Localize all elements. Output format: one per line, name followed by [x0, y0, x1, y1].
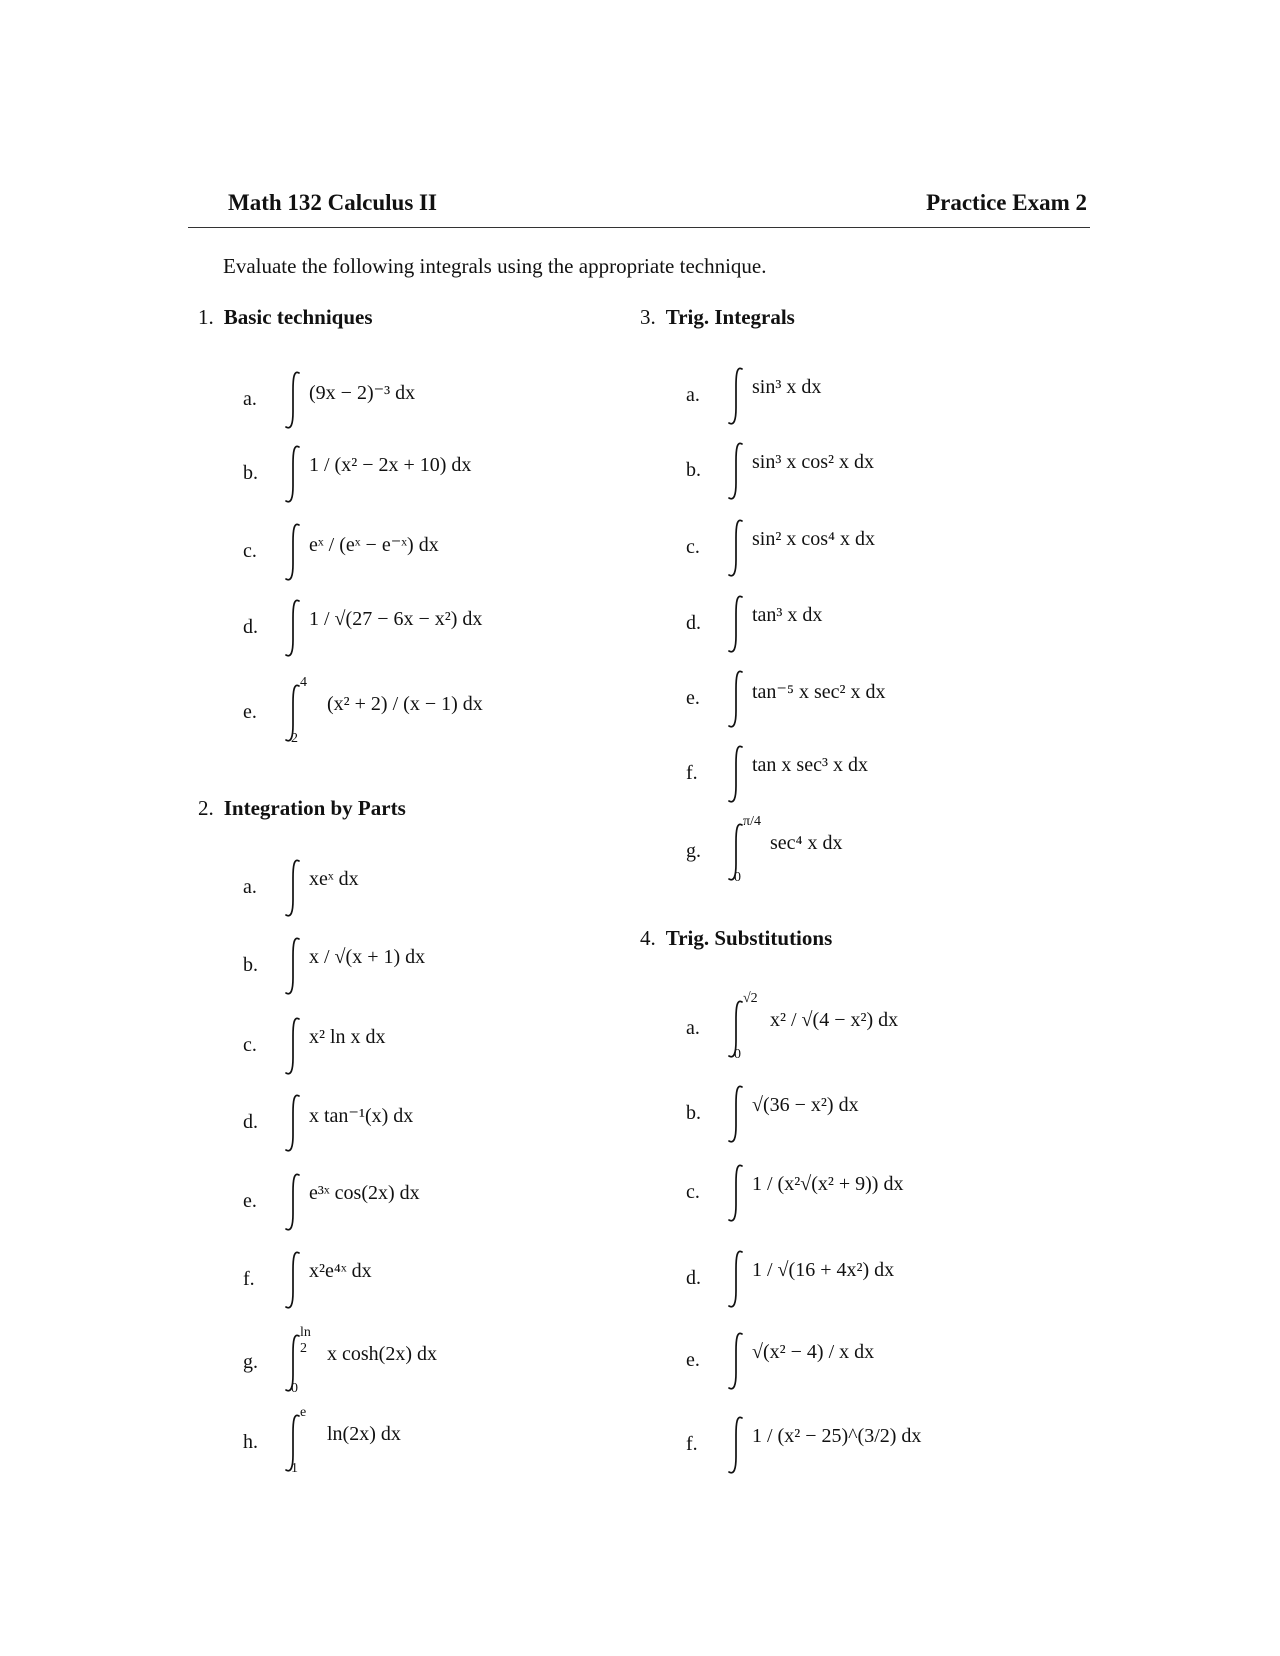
- integral-sign-icon: [283, 522, 303, 582]
- integral-sign-icon: [726, 1084, 746, 1144]
- problem-label: h.: [243, 1431, 258, 1453]
- integrand: (9x − 2)⁻³ dx: [309, 382, 416, 404]
- upper-limit: π/4: [743, 814, 761, 829]
- lower-limit: 0: [734, 870, 741, 885]
- integrand: 1 / √(16 + 4x²) dx: [752, 1259, 895, 1281]
- problem-label: e.: [243, 1190, 257, 1212]
- integral-sign-icon: [726, 1415, 746, 1475]
- integrand: ln(2x) dx: [327, 1423, 401, 1445]
- integrand: xeˣ dx: [309, 868, 359, 890]
- integrand: x² / √(4 − x²) dx: [770, 1009, 899, 1031]
- integrand: sin³ x cos² x dx: [752, 451, 874, 473]
- upper-limit: 4: [300, 675, 307, 690]
- integral-sign-icon: [283, 936, 303, 996]
- integral-sign-icon: [726, 744, 746, 804]
- header-divider: [188, 227, 1090, 228]
- section-number: 2.: [198, 796, 214, 820]
- integrand: tan⁻⁵ x sec² x dx: [752, 681, 886, 703]
- problem-label: c.: [243, 540, 257, 562]
- problem-label: f.: [686, 1433, 698, 1455]
- integrand: (x² + 2) / (x − 1) dx: [327, 693, 483, 715]
- lower-limit: 0: [734, 1047, 741, 1062]
- problem-label: g.: [243, 1351, 258, 1373]
- integral-sign-icon: [726, 518, 746, 578]
- integrand: sec⁴ x dx: [770, 832, 843, 854]
- lower-limit: 2: [291, 731, 298, 746]
- integrand: tan³ x dx: [752, 604, 823, 626]
- section-title: Trig. Substitutions: [665, 926, 833, 950]
- problem-label: e.: [686, 687, 700, 709]
- upper-limit: √2: [743, 991, 758, 1006]
- problem-label: a.: [686, 384, 700, 406]
- integral-sign-icon: [283, 444, 303, 504]
- integral-sign-icon: [726, 594, 746, 654]
- integral-sign-icon: [283, 858, 303, 918]
- problem-label: e.: [686, 1349, 700, 1371]
- upper-limit: e: [300, 1405, 307, 1420]
- section-number: 3.: [640, 305, 656, 329]
- integral-sign-icon: [726, 1249, 746, 1309]
- problem-label: c.: [686, 1181, 700, 1203]
- integral-sign-icon: [283, 1016, 303, 1076]
- problem-label: a.: [243, 876, 257, 898]
- problem-label: e.: [243, 701, 257, 723]
- integrand: √(36 − x²) dx: [752, 1094, 859, 1116]
- integrand: sin² x cos⁴ x dx: [752, 528, 875, 550]
- integrand: 1 / (x² − 25)^(3/2) dx: [752, 1425, 922, 1447]
- lower-limit: 0: [291, 1381, 298, 1396]
- problem-label: b.: [686, 1102, 701, 1124]
- integrand: x cosh(2x) dx: [327, 1343, 437, 1365]
- instructions: Evaluate the following integrals using the appropriate technique.: [223, 254, 767, 278]
- integrand: eˣ / (eˣ − e⁻ˣ) dx: [309, 534, 439, 556]
- integrand: x²e⁴ˣ dx: [309, 1260, 372, 1282]
- integral-sign-icon: [283, 370, 303, 430]
- integrand: tan x sec³ x dx: [752, 754, 868, 776]
- integral-sign-icon: [283, 1172, 303, 1232]
- section-number: 1.: [198, 305, 214, 329]
- problem-label: a.: [243, 388, 257, 410]
- problem-label: g.: [686, 840, 701, 862]
- integral-sign-icon: [726, 1331, 746, 1391]
- integrand: 1 / √(27 − 6x − x²) dx: [309, 608, 483, 630]
- problem-label: b.: [243, 954, 258, 976]
- section-2-heading: [198, 796, 406, 821]
- problem-label: f.: [686, 762, 698, 784]
- problem-label: d.: [243, 616, 258, 638]
- integral-sign-icon: [726, 1163, 746, 1223]
- integral-sign-icon: [283, 598, 303, 658]
- problem-label: c.: [686, 536, 700, 558]
- problem-label: f.: [243, 1268, 255, 1290]
- section-title: Integration by Parts: [223, 796, 406, 820]
- section-4-heading: [640, 926, 832, 951]
- section-3-heading: [640, 305, 795, 330]
- lower-limit: 1: [291, 1461, 298, 1476]
- integrand: x tan⁻¹(x) dx: [309, 1105, 414, 1127]
- integrand: x / √(x + 1) dx: [309, 946, 426, 968]
- problem-label: c.: [243, 1034, 257, 1056]
- exam-title: Practice Exam 2: [926, 190, 1087, 215]
- integral-sign-icon: [726, 669, 746, 729]
- problem-label: d.: [686, 612, 701, 634]
- problem-label: d.: [243, 1111, 258, 1133]
- upper-limit: ln 2: [300, 1325, 311, 1356]
- problem-label: a.: [686, 1017, 700, 1039]
- integral-sign-icon: [726, 366, 746, 426]
- section-1-heading: [198, 305, 373, 330]
- integral-sign-icon: [283, 1250, 303, 1310]
- problem-label: d.: [686, 1267, 701, 1289]
- integrand: e³ˣ cos(2x) dx: [309, 1182, 420, 1204]
- section-title: Trig. Integrals: [665, 305, 795, 329]
- section-number: 4.: [640, 926, 656, 950]
- integrand: sin³ x dx: [752, 376, 822, 398]
- integral-sign-icon: [283, 1093, 303, 1153]
- course-title: Math 132 Calculus II: [228, 190, 437, 215]
- integrand: √(x² − 4) / x dx: [752, 1341, 875, 1363]
- integrand: 1 / (x² − 2x + 10) dx: [309, 454, 472, 476]
- integrand: x² ln x dx: [309, 1026, 386, 1048]
- section-title: Basic techniques: [223, 305, 373, 329]
- integrand: 1 / (x²√(x² + 9)) dx: [752, 1173, 904, 1195]
- integral-sign-icon: [726, 441, 746, 501]
- problem-label: b.: [686, 459, 701, 481]
- problem-label: b.: [243, 462, 258, 484]
